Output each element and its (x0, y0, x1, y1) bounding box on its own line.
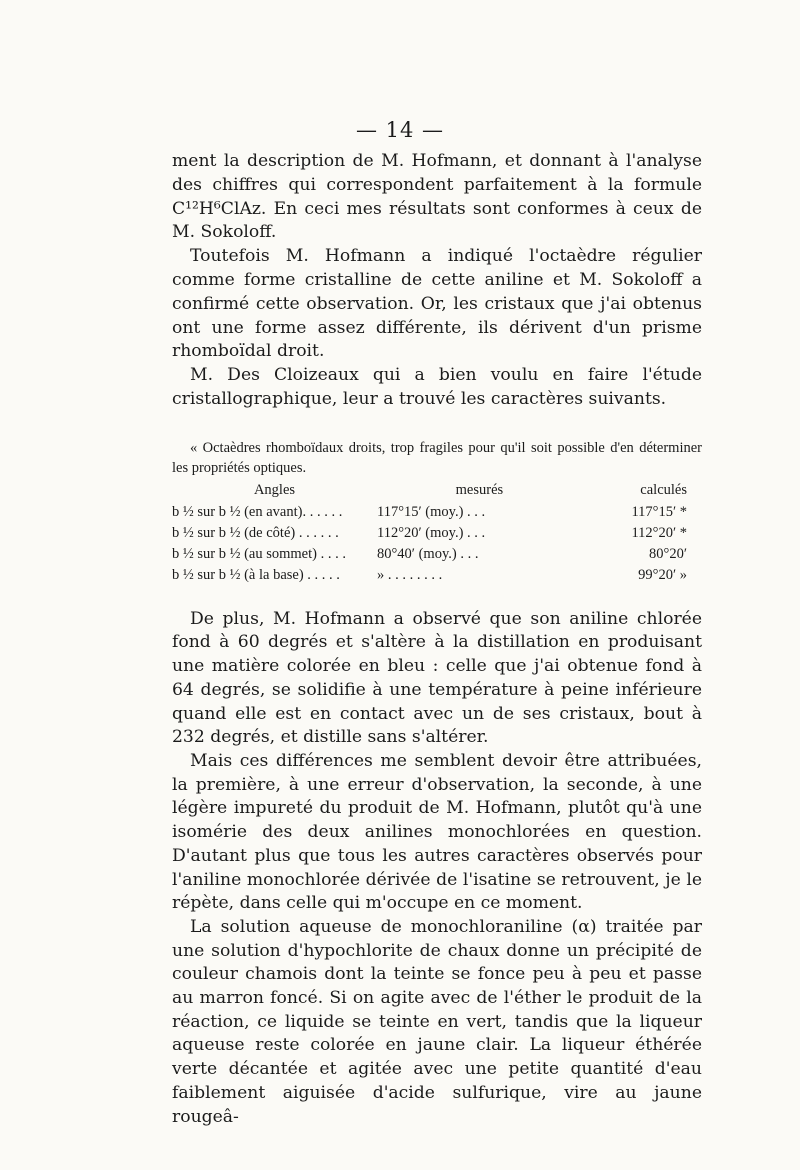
cell-angle: b ½ sur b ½ (au sommet) . . . . (172, 546, 346, 563)
table-row (172, 502, 687, 523)
cell-angle: b ½ sur b ½ (en avant). . . . . . (172, 504, 343, 521)
crystallography-quote (172, 438, 702, 586)
cell-measured: 117°15′ (moy.) . . . (377, 504, 486, 521)
page-body (172, 150, 702, 1129)
paragraph-2: Toutefois M. Hofmann a indiqué l'octaèdre régulier comme forme cristalline de cette aniline et M. Sokoloff a confirmé cette observation. Or, les cristaux que j'ai obtenus ont une forme assez différente, ils dérivent d'un prisme rhomboïdal droit. (172, 246, 702, 362)
cell-measured: 112°20′ (moy.) . . . (377, 525, 486, 542)
table-row (172, 523, 687, 544)
cell-calculated: 112°20′ * (631, 525, 687, 542)
page-number: — 14 — (355, 118, 445, 142)
cell-calculated: 99°20′ » (638, 567, 687, 584)
paragraph-3: M. Des Cloizeaux qui a bien voulu en faire l'étude cristallographique, leur a trouvé les caractères suivants. (172, 365, 702, 409)
paragraph-4: De plus, M. Hofmann a observé que son aniline chlorée fond à 60 degrés et s'altère à la distillation en produisant une matière colorée en bleu : celle que j'ai obtenue fond à 64 degrés, se solidifie à une température à peine inférieure quand elle est en contact avec un de ses cristaux, bout à 232 degrés, et distille sans s'altérer. (172, 608, 702, 748)
paragraph-1: ment la description de M. Hofmann, et donnant à l'analyse des chiffres qui correspondent parfaitement à la formule C¹²H⁶ClAz. En ceci mes résultats sont conformes à ceux de M. Sokoloff. (172, 151, 702, 243)
quote-intro: « Octaèdres rhomboïdaux droits, trop fragiles pour qu'il soit possible d'en déterminer les propriétés optiques. (172, 439, 702, 476)
table-header-row (172, 480, 687, 502)
cell-measured: » . . . . . . . . (377, 567, 443, 584)
header-measured: mesurés (455, 481, 504, 498)
table-row (172, 565, 687, 586)
cell-angle: b ½ sur b ½ (à la base) . . . . . (172, 567, 340, 584)
angles-table (172, 480, 687, 586)
paragraph-6: La solution aqueuse de monochloraniline (α) traitée par une solution d'hypochlorite de chaux donne un précipité de couleur chamois dont la teinte se fonce peu à peu et passe au marron foncé. Si on agite avec de l'éther le produit de la réaction, ce liquide se teinte en vert, tandis que la liqueur aqueuse reste colorée en jaune clair. La liqueur éthérée verte décantée et agitée avec une petite quantité d'eau faiblement aiguisée d'acide sulfurique, vire au jaune rougeâ- (172, 916, 702, 1127)
cell-calculated: 80°20′ (649, 546, 687, 563)
top-section (172, 150, 702, 412)
cell-angle: b ½ sur b ½ (de côté) . . . . . . (172, 525, 339, 542)
table-row (172, 544, 687, 565)
cell-measured: 80°40′ (moy.) . . . (377, 546, 479, 563)
header-calculated: calculés (640, 481, 687, 498)
header-angles: Angles (253, 481, 296, 498)
cell-calculated: 117°15′ * (631, 504, 687, 521)
paragraph-5: Mais ces différences me semblent devoir être attribuées, la première, à une erreur d'observation, la seconde, à une légère impureté du produit de M. Hofmann, plutôt qu'à une isomérie des deux anilines monochlorées en question. D'autant plus que tous les autres caractères observés pour l'aniline monochlorée dérivée de l'isatine se retrouvent, je le répète, dans celle qui m'occupe en ce moment. (172, 750, 702, 914)
bottom-section (172, 608, 702, 1129)
